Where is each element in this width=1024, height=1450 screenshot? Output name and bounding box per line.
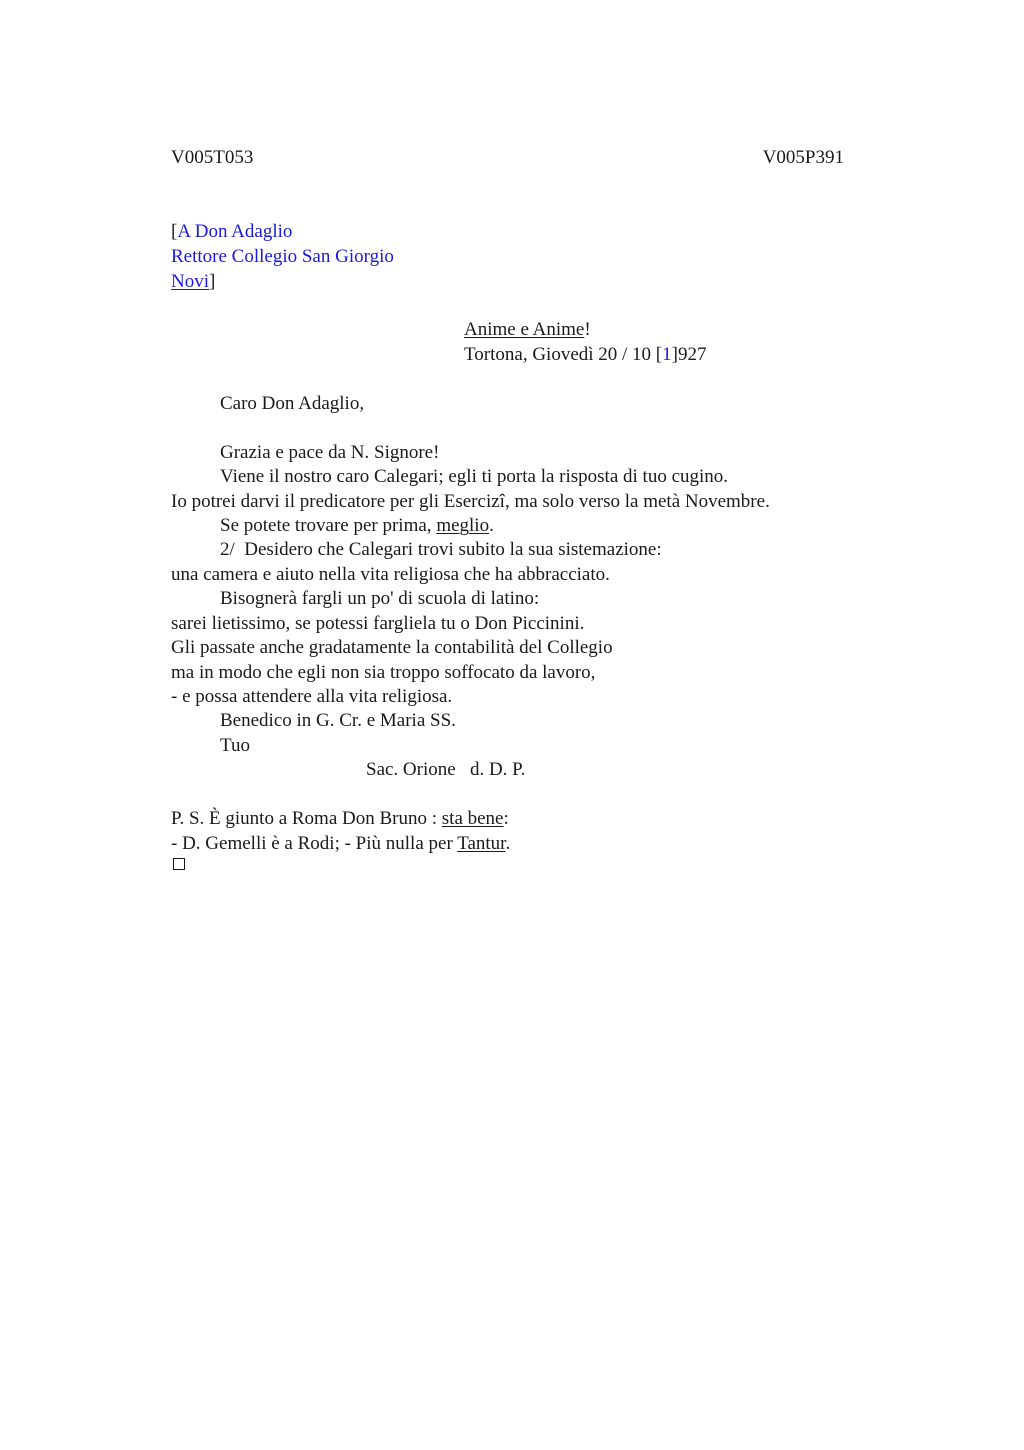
body-line-13: Tuo [220, 735, 250, 756]
recipient-line-2: Rettore Collegio San Giorgio [171, 246, 394, 267]
body-line-8: sarei lietissimo, se potessi fargliela tu o Don Piccinini. [171, 613, 585, 634]
end-marker-box-icon [173, 858, 185, 870]
body-line-7: Bisognerà fargli un po' di scuola di latino: [220, 588, 540, 609]
year-insert: 1 [662, 344, 672, 365]
body-line-5: 2/ Desidero che Calegari trovi subito la sua sistemazione: [220, 539, 662, 560]
body-line-3 [171, 490, 770, 514]
body-line-3-end: , ma solo verso la metà Novembre. [504, 491, 770, 512]
body-line-4-underlined: meglio [436, 515, 490, 536]
postscript-2-start: - D. Gemelli è a Rodi; - Più nulla per [171, 833, 458, 854]
body-line-10: ma in modo che egli non sia troppo soffocato da lavoro, [171, 662, 596, 683]
body-line-6: una camera e aiuto nella vita religiosa che ha abbracciato. [171, 564, 610, 585]
postscript-1-underlined: sta bene [441, 808, 504, 829]
body-line-1: Grazia e pace da N. Signore! [220, 442, 440, 463]
recipient-open-bracket: [ [171, 221, 178, 242]
body-line-4 [220, 514, 494, 538]
recipient-city: Novi [171, 271, 209, 292]
recipient-line-3 [171, 270, 215, 294]
postscript-2-end: . [505, 833, 511, 854]
body-line-11: - e possa attendere alla vita religiosa. [171, 686, 453, 707]
salutation: Caro Don Adaglio, [220, 393, 365, 414]
motto: Anime e Anime [464, 319, 585, 340]
body-line-2: Viene il nostro caro Calegari; egli ti porta la risposta di tuo cugino. [220, 466, 729, 487]
body-line-12: Benedico in G. Cr. e Maria SS. [220, 710, 456, 731]
year-rest: ]927 [671, 344, 707, 365]
postscript-1-end: : [503, 808, 509, 829]
recipient-name: A Don Adaglio [177, 221, 293, 242]
postscript-line-2 [171, 832, 510, 856]
place-date-line [464, 343, 706, 367]
recipient-close-bracket: ] [209, 271, 216, 292]
document-code-right: V005P391 [762, 147, 844, 168]
body-line-4-start: Se potete trovare per prima, [220, 515, 437, 536]
document-code-left: V005T053 [171, 147, 254, 168]
postscript-2-underlined: Tantur [457, 833, 506, 854]
motto-punct: ! [584, 319, 591, 340]
signature: Sac. Orione d. D. P. [366, 759, 526, 780]
motto-line [464, 318, 591, 342]
body-line-4-end: . [489, 515, 494, 536]
postscript-1-start: P. S. È giunto a Roma Don Bruno : [171, 808, 442, 829]
body-line-9: Gli passate anche gradatamente la contabilità del Collegio [171, 637, 613, 658]
recipient-line-1 [171, 220, 292, 244]
place-date: Tortona, Giovedì 20 / 10 [ [464, 344, 663, 365]
body-line-3-start: Io potrei darvi il predicatore per gli Esercizî [171, 491, 505, 512]
postscript-line-1 [171, 807, 509, 831]
